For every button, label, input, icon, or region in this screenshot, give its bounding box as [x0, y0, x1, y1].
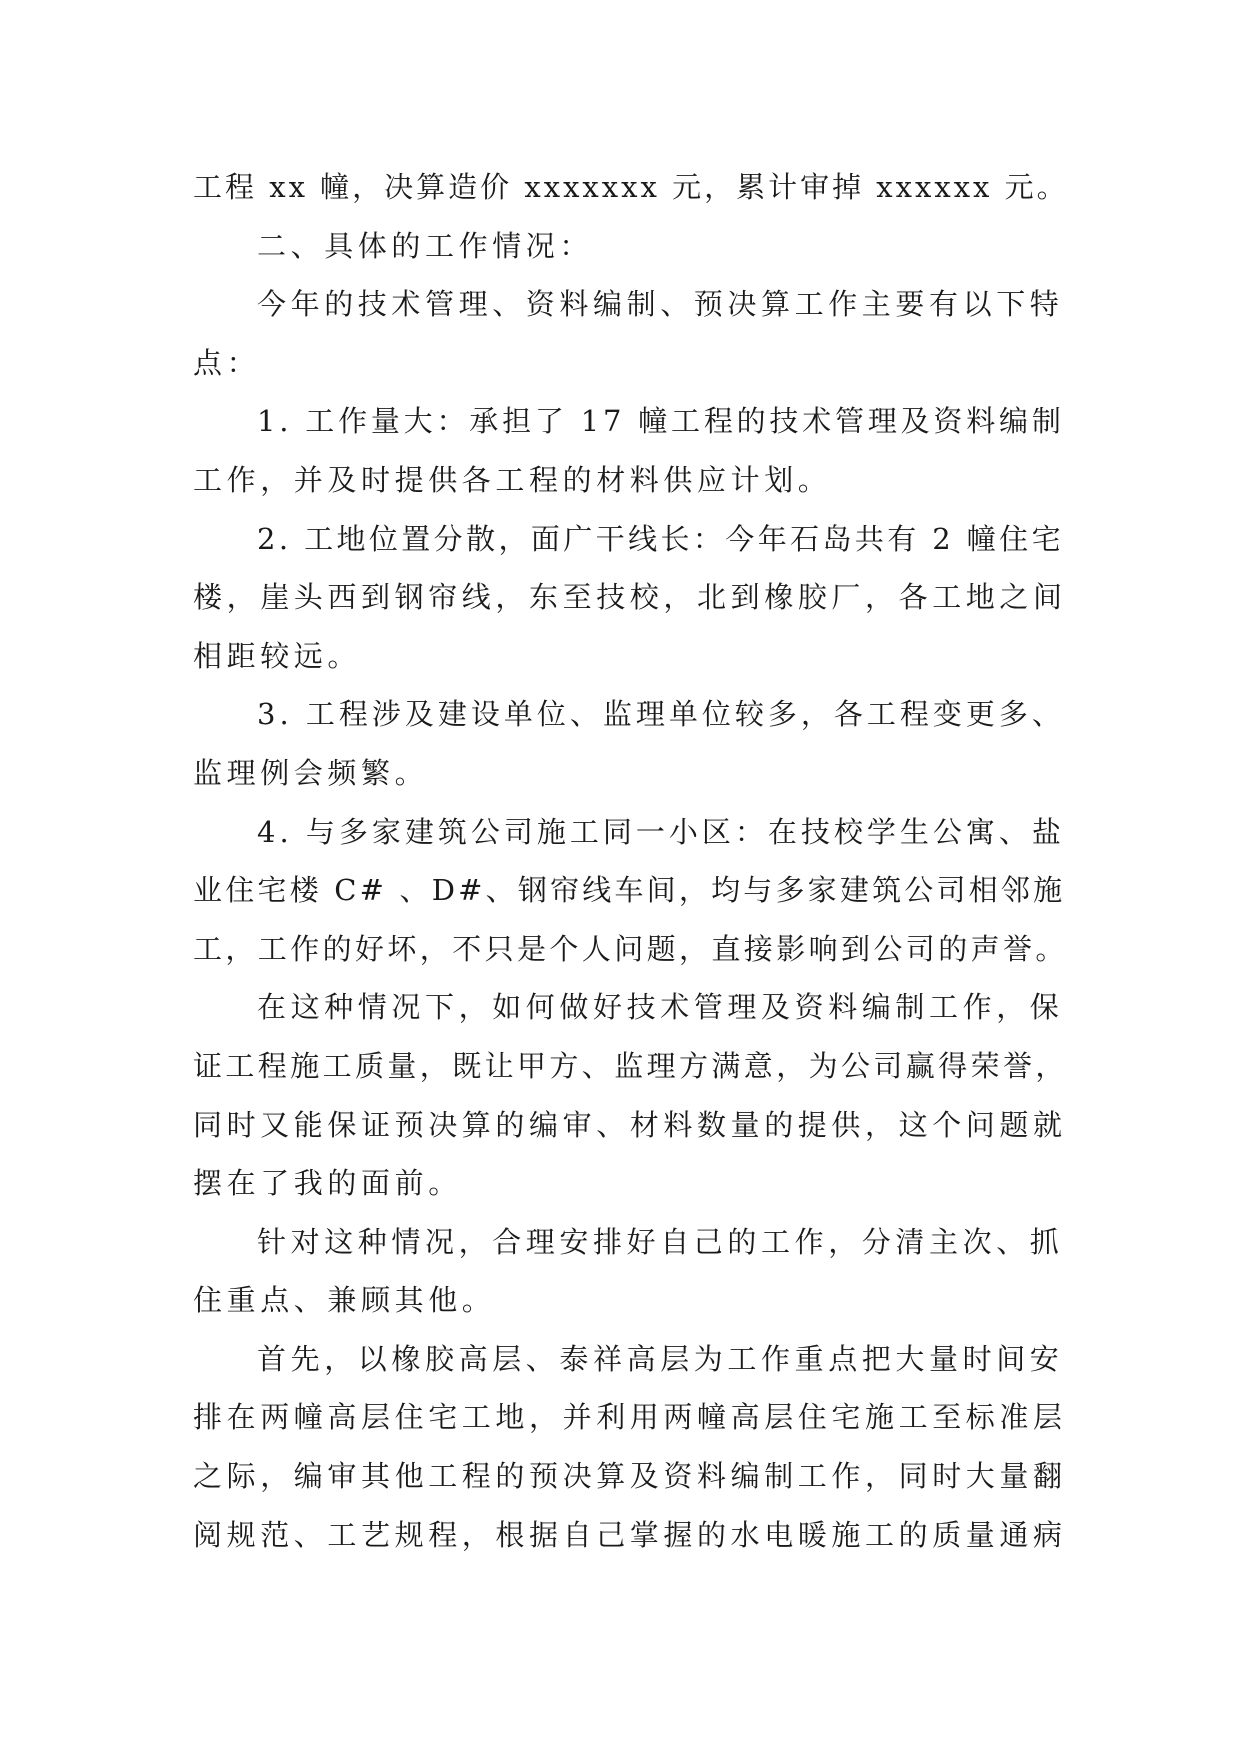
- text-line: 同时又能保证预决算的编审、材料数量的提供，这个问题就: [193, 1107, 1067, 1142]
- text-line: 监理例会频繁。: [193, 755, 429, 790]
- text-line: 工作，并及时提供各工程的材料供应计划。: [193, 462, 832, 497]
- text-line: 之际，编审其他工程的预决算及资料编制工作，同时大量翻: [193, 1459, 1067, 1494]
- text-line: 排在两幢高层住宅工地，并利用两幢高层住宅施工至标准层: [193, 1400, 1067, 1435]
- text-line: 证工程施工质量，既让甲方、监理方满意，为公司赢得荣誉，: [193, 1048, 1068, 1083]
- text-line: 阅规范、工艺规程，根据自己掌握的水电暖施工的质量通病: [193, 1517, 1067, 1552]
- list-item-3: 3. 工程涉及建设单位、监理单位较多，各工程变更多、: [257, 697, 1065, 732]
- text-line: 住重点、兼顾其他。: [193, 1283, 496, 1318]
- text-line: 工，工作的好坏，不只是个人问题，直接影响到公司的声誉。: [193, 931, 1068, 966]
- paragraph-start: 在这种情况下，如何做好技术管理及资料编制工作，保: [257, 990, 1064, 1025]
- list-item-4: 4. 与多家建筑公司施工同一小区：在技校学生公寓、盐: [257, 814, 1065, 849]
- text-line: 相距较远。: [193, 638, 362, 673]
- text-line: 今年的技术管理、资料编制、预决算工作主要有以下特: [257, 287, 1064, 322]
- text-line: 摆在了我的面前。: [193, 1166, 462, 1201]
- paragraph-start: 首先，以橡胶高层、泰祥高层为工作重点把大量时间安: [257, 1341, 1064, 1376]
- paragraph-start: 针对这种情况，合理安排好自己的工作，分清主次、抓: [257, 1224, 1064, 1259]
- text-line: 楼，崖头西到钢帘线，东至技校，北到橡胶厂，各工地之间: [193, 580, 1067, 615]
- text-line: 业住宅楼 C# 、D#、钢帘线车间，均与多家建筑公司相邻施: [193, 873, 1066, 908]
- text-line: 工程 xx 幢，决算造价 xxxxxxx 元，累计审掉 xxxxxx 元。: [193, 170, 1069, 204]
- list-item-1: 1. 工作量大：承担了 17 幢工程的技术管理及资料编制: [257, 404, 1065, 439]
- list-item-2: 2. 工地位置分散，面广干线长：今年石岛共有 2 幢住宅: [257, 521, 1064, 556]
- text-line: 点：: [193, 345, 261, 380]
- document-body: [193, 158, 1069, 1564]
- section-heading: 二、具体的工作情况：: [257, 228, 594, 263]
